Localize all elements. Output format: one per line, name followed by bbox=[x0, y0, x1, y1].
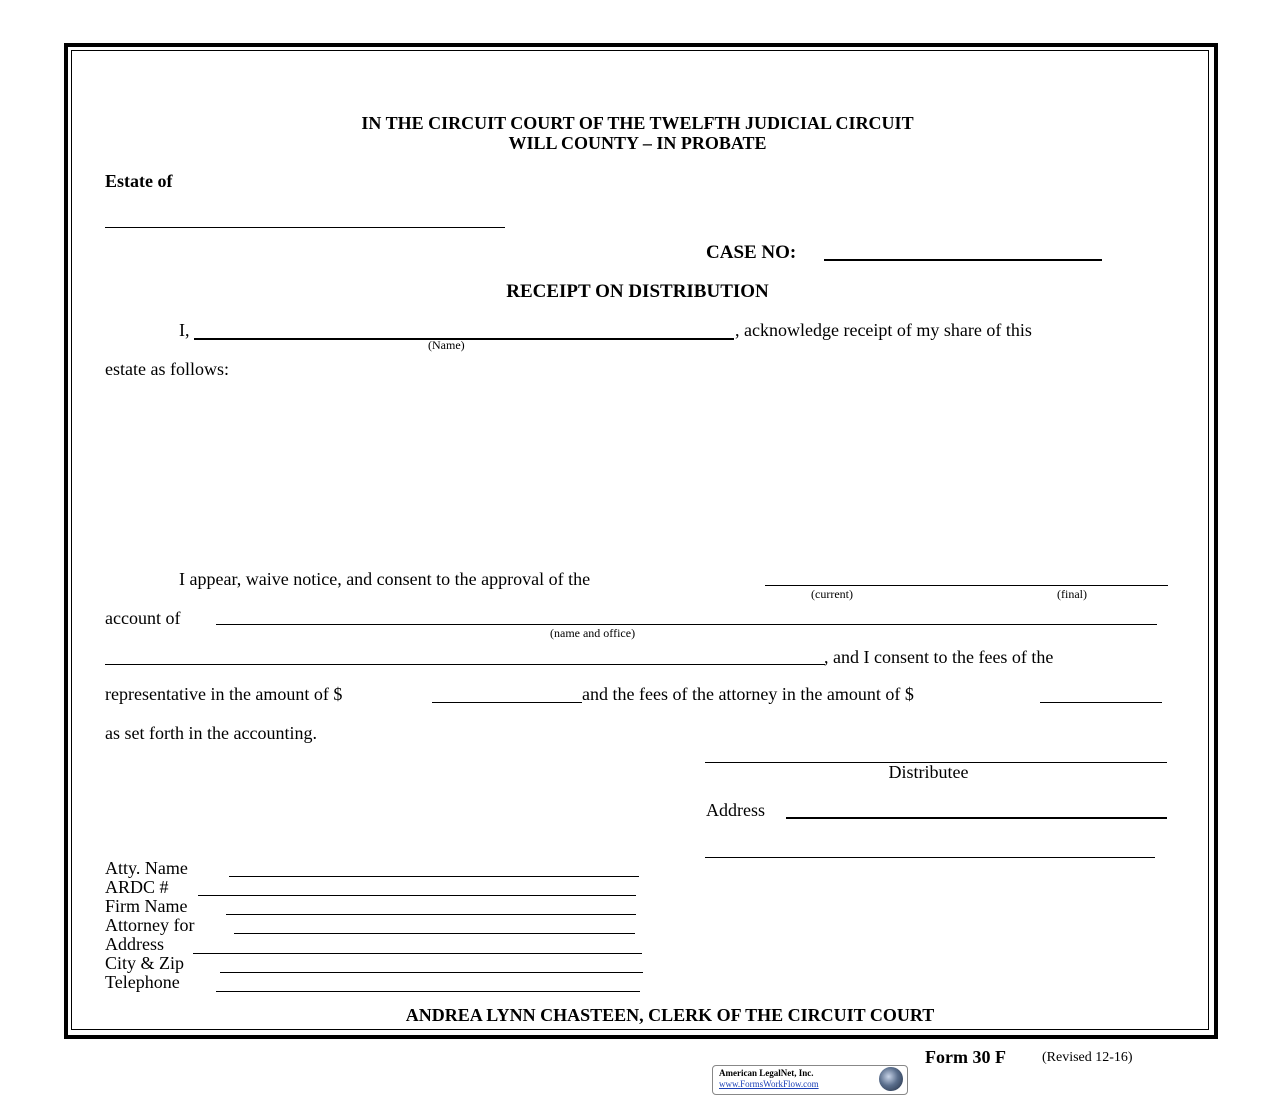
telephone-line[interactable] bbox=[216, 991, 640, 992]
globe-icon bbox=[879, 1067, 903, 1091]
form-title: RECEIPT ON DISTRIBUTION bbox=[506, 281, 769, 302]
atty-name-line[interactable] bbox=[229, 876, 639, 877]
address-line-1[interactable] bbox=[786, 817, 1167, 819]
address-line-2[interactable] bbox=[705, 857, 1155, 858]
fees-consent-text: , and I consent to the fees of the bbox=[824, 647, 1054, 667]
ardc-label: ARDC # bbox=[105, 877, 169, 897]
account-of-line[interactable] bbox=[216, 624, 1157, 625]
attorney-for-line[interactable] bbox=[234, 933, 635, 934]
logo-url[interactable]: www.FormsWorkFlow.com bbox=[719, 1079, 819, 1089]
set-forth-text: as set forth in the accounting. bbox=[105, 723, 317, 743]
attorney-amount-label: and the fees of the attorney in the amount of $ bbox=[582, 684, 914, 704]
attorney-amount-line[interactable] bbox=[1040, 702, 1162, 703]
american-legalnet-logo[interactable] bbox=[712, 1065, 908, 1095]
city-zip-line[interactable] bbox=[220, 972, 643, 973]
distributee-label: Distributee bbox=[888, 762, 969, 782]
ack-suffix: , acknowledge receipt of my share of this bbox=[735, 320, 1032, 340]
name-office-continuation-line[interactable] bbox=[105, 664, 825, 665]
account-of-label: account of bbox=[105, 608, 181, 628]
logo-company: American LegalNet, Inc. bbox=[719, 1068, 814, 1078]
court-heading-line1: IN THE CIRCUIT COURT OF THE TWELFTH JUDICIAL CIRCUIT bbox=[361, 113, 914, 133]
rep-amount-line[interactable] bbox=[432, 702, 582, 703]
attorney-for-label: Attorney for bbox=[105, 915, 195, 935]
atty-address-line[interactable] bbox=[193, 953, 642, 954]
rep-amount-label: representative in the amount of $ bbox=[105, 684, 343, 704]
inner-border bbox=[71, 50, 1209, 1030]
firm-name-label: Firm Name bbox=[105, 896, 188, 916]
name-office-caption: (name and office) bbox=[550, 626, 636, 640]
atty-name-label: Atty. Name bbox=[105, 858, 188, 878]
atty-address-label: Address bbox=[105, 934, 164, 954]
clerk-name: ANDREA LYNN CHASTEEN, CLERK OF THE CIRCUIT COURT bbox=[405, 1005, 935, 1025]
current-caption: (current) bbox=[811, 587, 853, 601]
court-heading-line2: WILL COUNTY – IN PROBATE bbox=[508, 133, 767, 153]
ack-prefix: I, bbox=[179, 320, 190, 340]
telephone-label: Telephone bbox=[105, 972, 180, 992]
final-caption: (final) bbox=[1057, 587, 1087, 601]
form-number: Form 30 F bbox=[925, 1047, 1006, 1067]
current-final-line[interactable] bbox=[765, 585, 1168, 586]
case-no-line[interactable] bbox=[824, 259, 1102, 261]
revised-date: (Revised 12-16) bbox=[1042, 1050, 1133, 1065]
estate-label: Estate of bbox=[105, 171, 173, 191]
ardc-line[interactable] bbox=[198, 895, 636, 896]
address-label: Address bbox=[706, 800, 765, 820]
firm-name-line[interactable] bbox=[226, 914, 636, 915]
consent-line1: I appear, waive notice, and consent to the approval of the bbox=[179, 569, 591, 589]
city-zip-label: City & Zip bbox=[105, 953, 185, 973]
name-caption: (Name) bbox=[428, 338, 465, 352]
case-no-label: CASE NO: bbox=[706, 242, 797, 263]
estate-name-line[interactable] bbox=[105, 227, 505, 228]
ack-continuation: estate as follows: bbox=[105, 359, 229, 379]
